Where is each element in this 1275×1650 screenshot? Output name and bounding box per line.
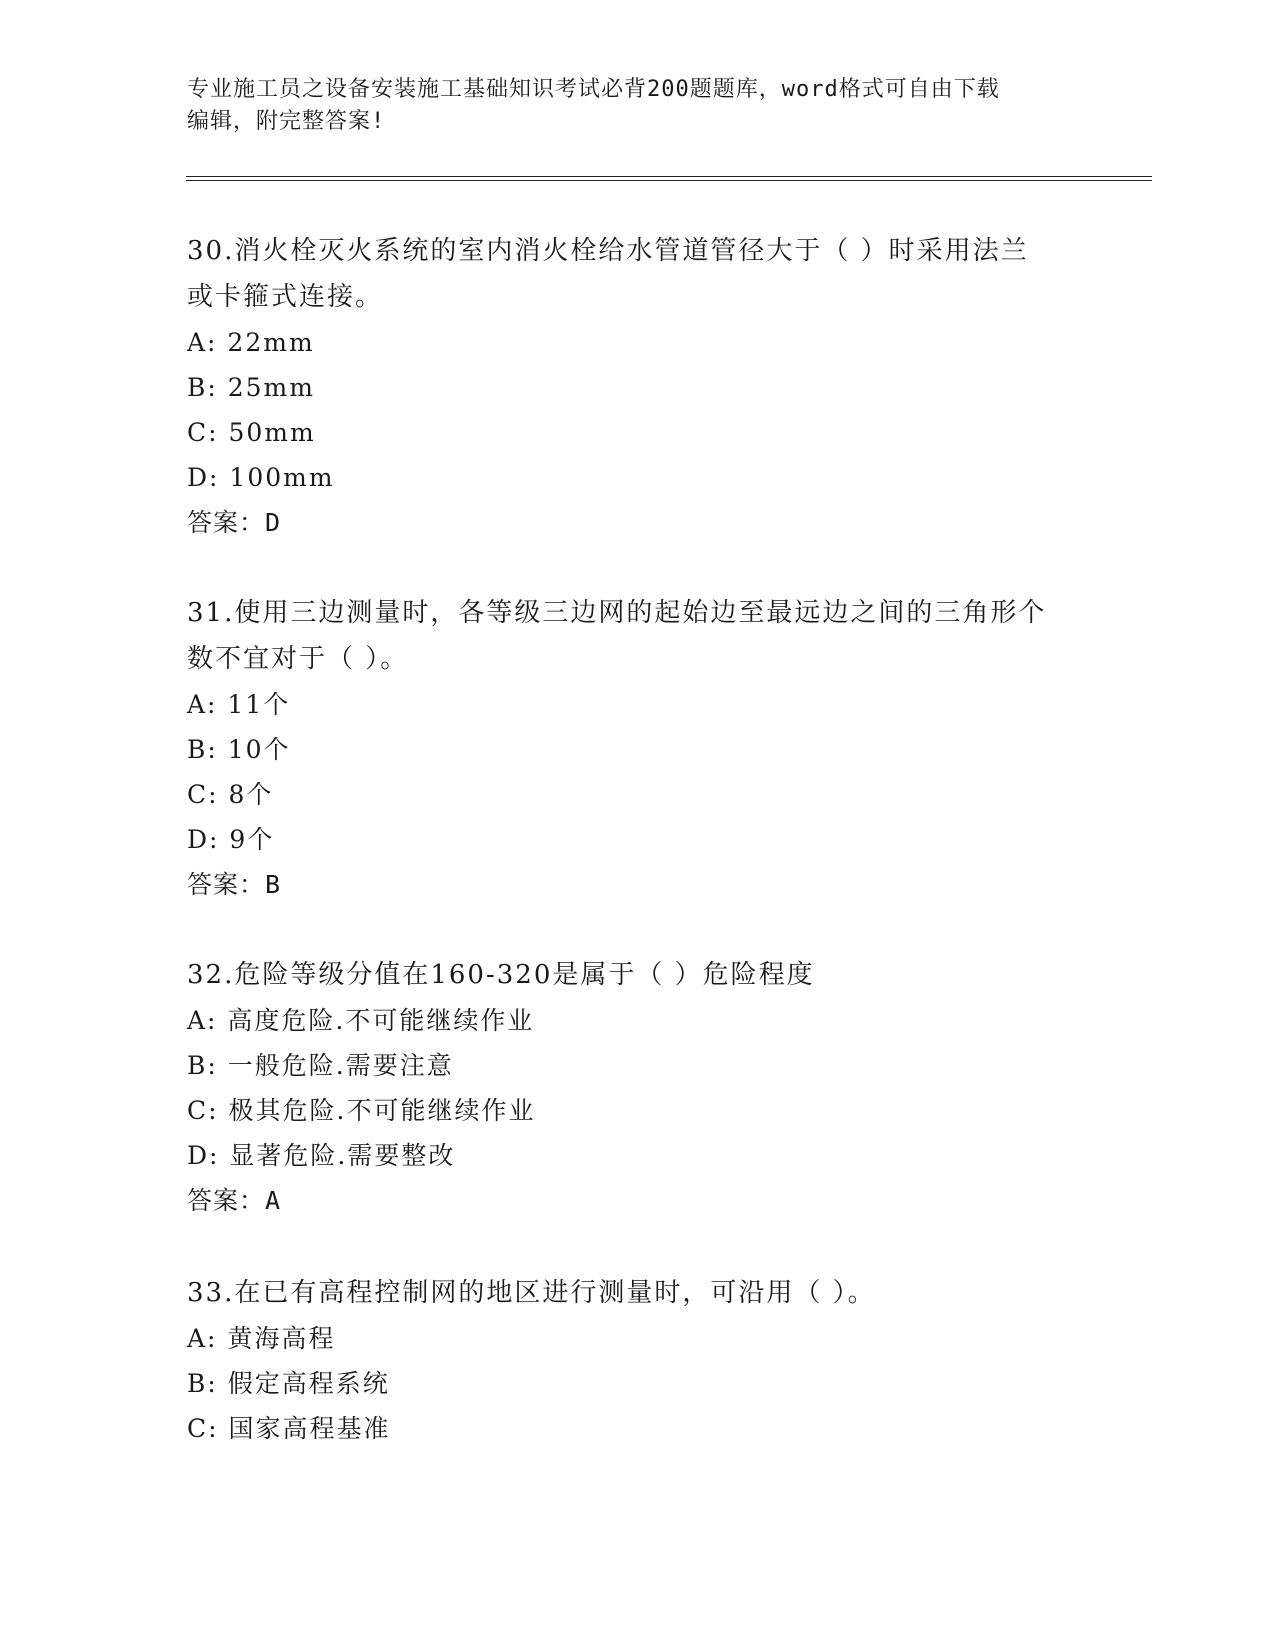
option-c: C: 50mm	[187, 418, 316, 447]
option-b: B: 一般危险.需要注意	[187, 1051, 454, 1080]
header-title-line-2: 编辑，附完整答案!	[187, 109, 386, 134]
answer-line: 答案：B	[187, 870, 282, 899]
question-stem-line: 30.消火栓灭火系统的室内消火栓给水管道管径大于（ ）时采用法兰	[187, 236, 1029, 266]
question-32	[187, 952, 1087, 1223]
option-d: D: 100mm	[187, 463, 335, 492]
answer-line: 答案：D	[187, 508, 282, 537]
option-c: C: 国家高程基准	[187, 1414, 391, 1443]
option-b: B: 10个	[187, 735, 291, 764]
question-stem-line: 或卡箍式连接。	[187, 282, 384, 312]
option-b: B: 25mm	[187, 373, 315, 402]
question-30	[187, 228, 1087, 545]
option-a: A: 黄海高程	[187, 1324, 336, 1353]
question-31	[187, 590, 1087, 907]
document-header	[187, 74, 1067, 138]
option-b: B: 假定高程系统	[187, 1369, 390, 1398]
question-33	[187, 1270, 1087, 1451]
option-a: A: 11个	[187, 690, 291, 719]
question-stem-line: 31.使用三边测量时，各等级三边网的起始边至最远边之间的三角形个	[187, 598, 1047, 628]
header-title-line-1: 专业施工员之设备安装施工基础知识考试必背200题题库，word格式可自由下载	[187, 77, 1000, 102]
option-a: A: 22mm	[187, 328, 315, 357]
option-a: A: 高度危险.不可能继续作业	[187, 1006, 535, 1035]
header-divider-bottom	[186, 180, 1152, 181]
question-stem-line: 33.在已有高程控制网的地区进行测量时，可沿用（ ）。	[187, 1278, 876, 1308]
option-d: D: 显著危险.需要整改	[187, 1141, 456, 1170]
option-c: C: 极其危险.不可能继续作业	[187, 1096, 536, 1125]
question-stem-line: 数不宜对于（ ）。	[187, 644, 409, 674]
header-divider-top	[186, 176, 1152, 177]
answer-line: 答案：A	[187, 1186, 282, 1215]
question-stem-line: 32.危险等级分值在160-320是属于（ ）危险程度	[187, 960, 815, 990]
option-d: D: 9个	[187, 825, 275, 854]
option-c: C: 8个	[187, 780, 274, 809]
